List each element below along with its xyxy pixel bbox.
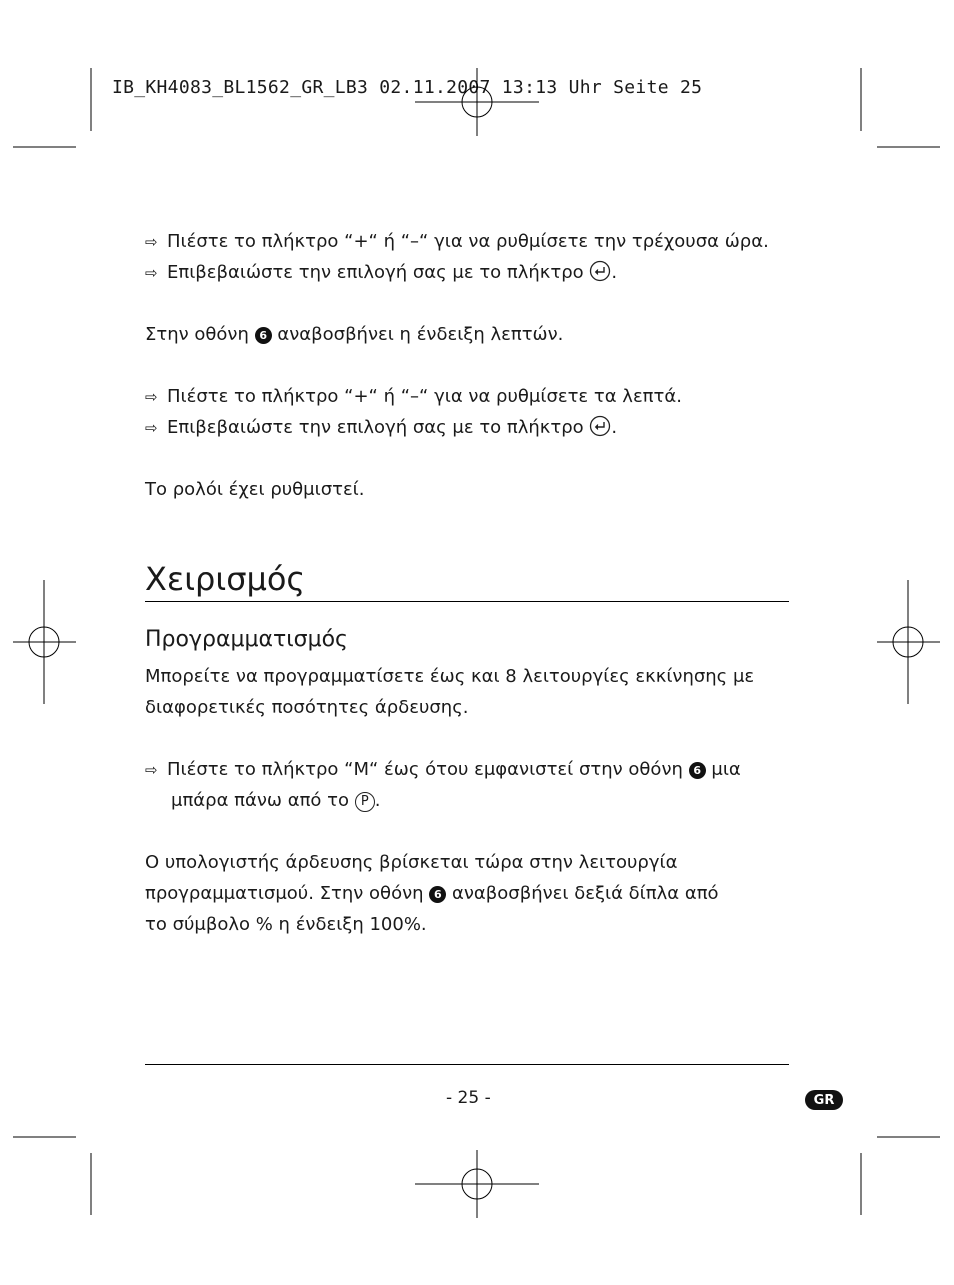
display-number-badge: 6 bbox=[255, 327, 272, 344]
arrow-icon: ⇨ bbox=[145, 233, 158, 251]
step-confirm-hours: ⇨ Επιβεβαιώστε την επιλογή σας με το πλήκτρο . bbox=[145, 257, 617, 289]
step-text: Πιέστε το πλήκτρο “+“ ή “–“ για να ρυθμίσετε τα λεπτά. bbox=[167, 386, 682, 407]
step-text: Πιέστε το πλήκτρο “+“ ή “–“ για να ρυθμίσετε την τρέχουσα ώρα. bbox=[167, 231, 769, 252]
para-program-line2: διαφορετικές ποσότητες άρδευσης. bbox=[145, 697, 469, 718]
para-program-line1: Μπορείτε να προγραμματίσετε έως και 8 λειτουργίες εκκίνησης με bbox=[145, 666, 755, 687]
print-header: IB_KH4083_BL1562_GR_LB3 02.11.2007 13:13 Uhr Seite 25 bbox=[112, 77, 703, 98]
step-text: Επιβεβαιώστε την επιλογή σας με το πλήκτρο bbox=[167, 417, 584, 438]
subsection-title: Προγραμματισμός bbox=[145, 627, 348, 652]
step-confirm-minutes: ⇨ Επιβεβαιώστε την επιλογή σας με το πλήκτρο . bbox=[145, 412, 617, 444]
para-clock-set: Το ρολόι έχει ρυθμιστεί. bbox=[145, 479, 365, 500]
arrow-icon: ⇨ bbox=[145, 419, 158, 437]
enter-icon bbox=[589, 415, 611, 437]
page-number: - 25 - bbox=[446, 1088, 491, 1108]
para-display-minutes: Στην οθόνη 6 αναβοσβήνει η ένδειξη λεπτών. bbox=[145, 324, 564, 345]
para-mode-line1: Ο υπολογιστής άρδευσης βρίσκεται τώρα στην λειτουργία bbox=[145, 852, 678, 873]
language-badge: GR bbox=[805, 1090, 843, 1110]
section-rule bbox=[145, 601, 789, 602]
display-number-badge: 6 bbox=[689, 762, 706, 779]
step-set-minutes bbox=[145, 381, 682, 413]
arrow-icon: ⇨ bbox=[145, 761, 158, 779]
step-clock-hours bbox=[145, 226, 769, 258]
p-symbol-icon: P bbox=[355, 792, 375, 812]
para-mode-line2: προγραμματισμού. Στην οθόνη 6 αναβοσβήνει δεξιά δίπλα από bbox=[145, 883, 719, 904]
footer-rule bbox=[145, 1064, 789, 1065]
arrow-icon: ⇨ bbox=[145, 388, 158, 406]
display-number-badge: 6 bbox=[429, 886, 446, 903]
step-text: Επιβεβαιώστε την επιλογή σας με το πλήκτρο bbox=[167, 262, 584, 283]
arrow-icon: ⇨ bbox=[145, 264, 158, 282]
step-program-line2: μπάρα πάνω από το P . bbox=[171, 790, 381, 811]
para-mode-line3: το σύμβολο % η ένδειξη 100%. bbox=[145, 914, 427, 935]
step-program-line1: ⇨ Πιέστε το πλήκτρο “M“ έως ότου εμφανιστεί στην οθόνη 6 μια bbox=[145, 754, 741, 786]
section-title: Χειρισμός bbox=[145, 560, 306, 598]
enter-icon bbox=[589, 260, 611, 282]
